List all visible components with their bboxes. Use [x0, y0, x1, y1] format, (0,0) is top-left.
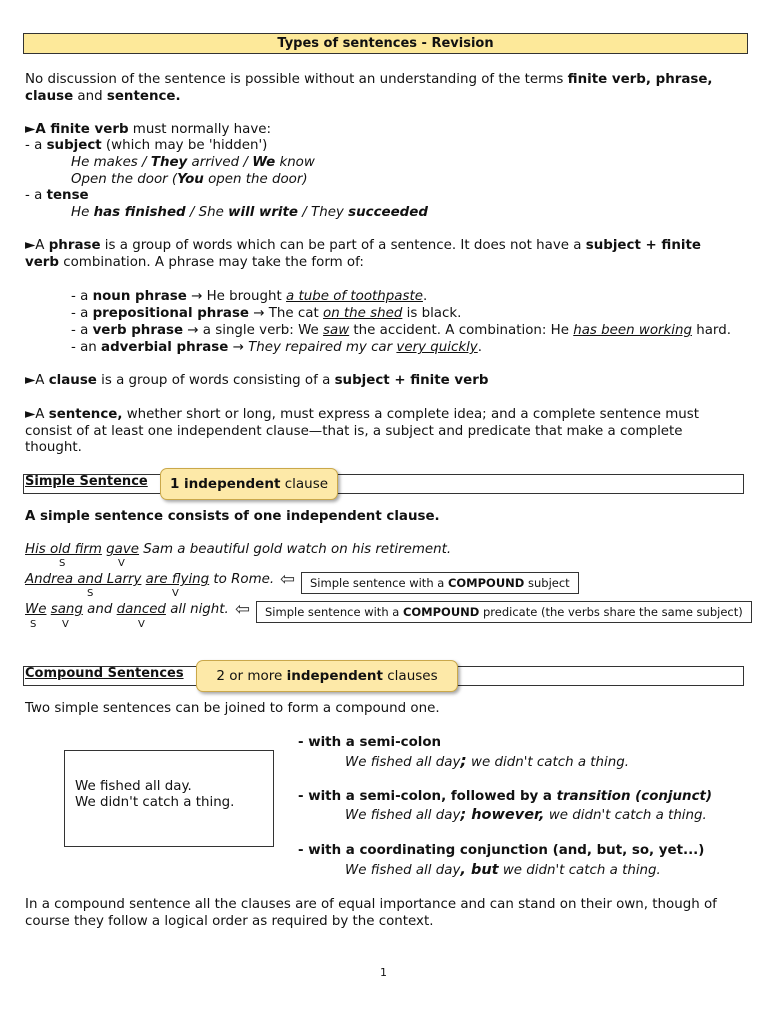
s-marker: S [87, 588, 94, 599]
simple-sentence-label: Simple Sentence [25, 474, 148, 489]
finite-verb-example-2: Open the door (You open the door) [71, 172, 308, 187]
finite-verb-subject: - a subject (which may be 'hidden') [25, 138, 268, 153]
compound-callout: 2 or more independent clauses [196, 660, 458, 692]
finite-verb-heading: ►A finite verb must normally have: [25, 122, 271, 137]
sentence-paragraph: ►A sentence, whether short or long, must express a complete idea; and a complete sentence must consist of at least one independent clause—that is, a subject and predicate that make a complete thought. [25, 407, 699, 456]
compound-subject-note: Simple sentence with a COMPOUND subject [301, 572, 579, 594]
phrase-item-noun: - a noun phrase → He brought a tube of toothpaste. [71, 289, 428, 304]
clause-paragraph: ►A clause is a group of words consisting of a subject + finite verb [25, 373, 489, 388]
compound-sentences-label: Compound Sentences [25, 666, 184, 681]
simple-example-3: We sang and danced all night. [25, 602, 229, 617]
method-conjunction-example: We fished all day, but we didn't catch a thing. [345, 862, 661, 878]
phrase-paragraph: ►A phrase is a group of words which can be part of a sentence. It does not have a subject + finite verb combination. A phrase may take the form of: [25, 238, 701, 270]
v-marker: V [138, 619, 145, 630]
finite-verb-example-1: He makes / They arrived / We know [71, 155, 315, 170]
simple-sentence-definition: A simple sentence consists of one independent clause. [25, 509, 440, 524]
phrase-item-prepositional: - a prepositional phrase → The cat on the shed is black. [71, 306, 462, 321]
compound-box-line-1: We fished all day. [75, 779, 192, 794]
method-transition-heading: - with a semi-colon, followed by a transition (conjunct) [298, 789, 713, 804]
method-semicolon-example: We fished all day; we didn't catch a thing. [345, 751, 629, 770]
simple-example-2: Andrea and Larry are flying to Rome. [25, 572, 275, 587]
phrase-item-verb: - a verb phrase → a single verb: We saw the accident. A combination: He has been working hard. [71, 323, 731, 338]
page-number: 1 [380, 966, 387, 979]
compound-outro: In a compound sentence all the clauses are of equal importance and can stand on their own, though of course they follow a logical order as required by the context. [25, 897, 717, 929]
method-semicolon-heading: - with a semi-colon [298, 735, 442, 750]
phrase-item-adverbial: - an adverbial phrase → They repaired my car very quickly. [71, 340, 482, 355]
v-marker: V [172, 588, 179, 599]
v-marker: V [62, 619, 69, 630]
compound-box-line-2: We didn't catch a thing. [75, 795, 235, 810]
simple-example-1: His old firm gave Sam a beautiful gold watch on his retirement. [25, 542, 452, 557]
intro-paragraph: No discussion of the sentence is possible without an understanding of the terms finite verb, phrase, clause and sentence. [25, 72, 713, 104]
arrow-left-icon: ⇦ [280, 569, 296, 590]
arrow-left-icon: ⇦ [235, 599, 251, 620]
compound-intro: Two simple sentences can be joined to form a compound one. [25, 701, 440, 716]
simple-sentence-callout: 1 independent clause [160, 468, 338, 500]
s-marker: S [59, 558, 66, 569]
s-marker: S [30, 619, 37, 630]
v-marker: V [118, 558, 125, 569]
page-title: Types of sentences - Revision [23, 33, 748, 54]
method-conjunction-heading: - with a coordinating conjunction (and, but, so, yet...) [298, 843, 705, 858]
finite-verb-example-3: He has finished / She will write / They succeeded [71, 205, 428, 220]
compound-predicate-note: Simple sentence with a COMPOUND predicate (the verbs share the same subject) [256, 601, 752, 623]
method-transition-example: We fished all day; however, we didn't catch a thing. [345, 807, 707, 823]
finite-verb-tense: - a tense [25, 188, 89, 203]
